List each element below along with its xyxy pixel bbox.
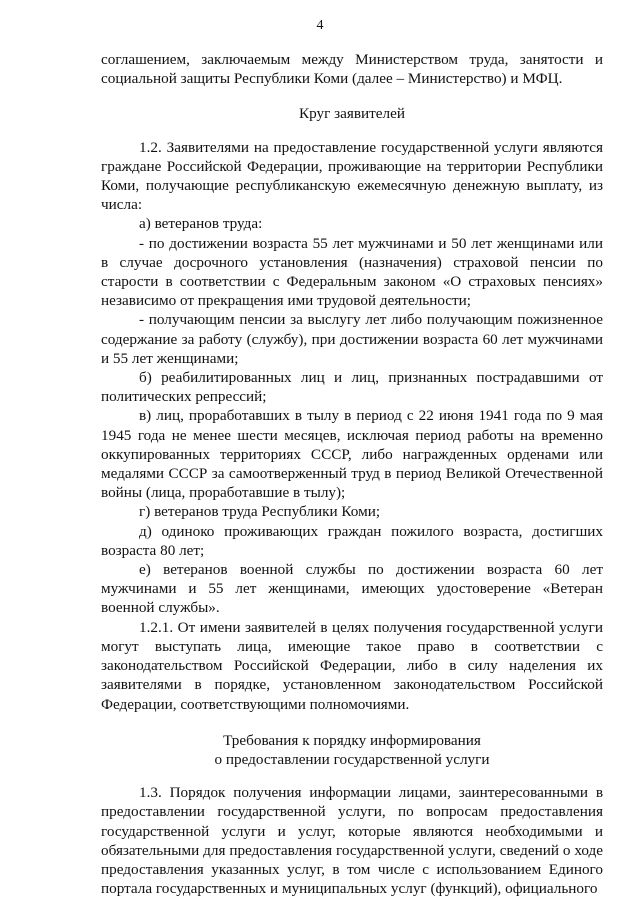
- paragraph: соглашением, заключаемым между Министерством труда, занятости и социальной защиты Республики Коми (далее – Министерство) и МФЦ.: [101, 51, 603, 88]
- paragraph: в) лиц, проработавших в тылу в период с 22 июня 1941 года по 9 мая 1945 года не менее шести месяцев, исключая период работы на временно оккупированных территориях СССР, либо награжденных орденами или медалями СССР за самоотверженный труд в период Великой Отечественной войны (лица, проработавшие в тылу);: [101, 407, 603, 502]
- section-heading: [101, 731, 603, 769]
- paragraph: 1.3. Порядок получения информации лицами, заинтересованными в предоставлении государственной услуги, по вопросам предоставления государственной услуги и услуг, которые являются необходимыми и обязательными для предоставления государственной услуги, сведений о ходе предоставления указанных услуг, в том числе с использованием Единого портала государственных и муниципальных услуг (функций), официального: [101, 784, 603, 898]
- paragraph: - по достижении возраста 55 лет мужчинами и 50 лет женщинами или в случае досрочного установления (назначения) страховой пенсии по старости в соответствии с Федеральным законом «О страховых пенсиях» независимо от прекращения ими трудовой деятельности;: [101, 234, 603, 310]
- section-heading-line: Круг заявителей: [299, 105, 405, 123]
- page-number: 4: [316, 18, 324, 33]
- paragraph: а) ветеранов труда:: [139, 215, 263, 233]
- paragraph: г) ветеранов труда Республики Коми;: [139, 503, 381, 521]
- paragraph: б) реабилитированных лиц и лиц, признанных пострадавшими от политических репрессий;: [101, 369, 603, 406]
- paragraph: 1.2.1. От имени заявителей в целях получения государственной услуги могут выступать лица, имеющие такое право в соответствии с законодательством Российской Федерации, либо в силу наделения их заявителями в порядке, установленном законодательством Российской Федерации, соответствующими полномочиями.: [101, 618, 603, 713]
- document-body: [101, 50, 603, 898]
- section-heading-line: Требования к порядку информирования: [223, 731, 481, 749]
- section-heading: [101, 104, 603, 123]
- paragraph: д) одиноко проживающих граждан пожилого возраста, достигших возраста 80 лет;: [101, 522, 603, 559]
- section-heading-line: о предоставлении государственной услуги: [214, 750, 490, 768]
- paragraph: 1.2. Заявителями на предоставление государственной услуги являются граждане Российской Федерации, проживающие на территории Республики Коми, получающие республиканскую ежемесячную денежную выплату, из числа:: [101, 138, 603, 214]
- paragraph: - получающим пенсии за выслугу лет либо получающим пожизненное содержание за работу (службу), при достижении возраста 60 лет мужчинами и 55 лет женщинами;: [101, 311, 603, 367]
- paragraph: е) ветеранов военной службы по достижении возраста 60 лет мужчинами и 55 лет женщинами, имеющих удостоверение «Ветеран военной службы».: [101, 561, 603, 617]
